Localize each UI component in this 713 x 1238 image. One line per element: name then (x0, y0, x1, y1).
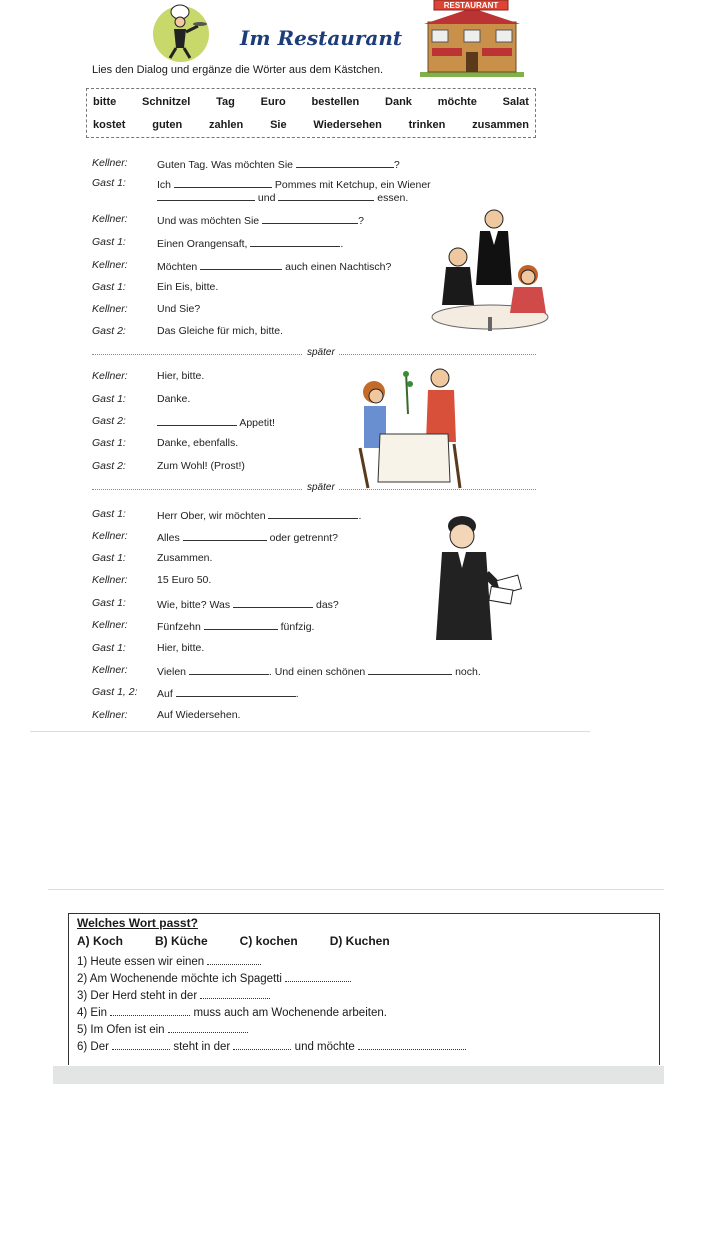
bottom-gray-bar (53, 1066, 664, 1084)
exercise-item: 6) Der steht in der und möchte (77, 1039, 466, 1053)
fill-blank[interactable] (189, 664, 269, 675)
fill-blank[interactable] (285, 971, 351, 982)
word-box-word: bitte (93, 96, 117, 108)
instruction: Lies den Dialog und ergänze die Wörter aus dem Kästchen. (92, 64, 384, 76)
dialog-speaker: Gast 2: (92, 415, 126, 427)
dialog-line: Herr Ober, wir möchten . (157, 510, 362, 522)
dialog-speaker: Kellner: (92, 530, 128, 542)
exercise-item: 3) Der Herd steht in der (77, 988, 270, 1002)
word-box-word: Dank (385, 96, 412, 108)
dialog-speaker: Gast 2: (92, 325, 126, 337)
word-box-word: Salat (502, 96, 529, 108)
dialog-speaker: Gast 1, 2: (92, 686, 138, 698)
restaurant-sign: RESTAURANT (443, 1, 499, 10)
dialog-speaker: Kellner: (92, 370, 128, 382)
dialog-speaker: Gast 1: (92, 393, 126, 405)
fill-blank[interactable] (174, 177, 272, 188)
word-box-word: Tag (216, 96, 235, 108)
dialog-speaker: Kellner: (92, 574, 128, 586)
dialog-speaker: Gast 1: (92, 597, 126, 609)
option-a: A) Koch (77, 934, 123, 948)
page-divider (48, 889, 664, 890)
dialog-speaker: Kellner: (92, 213, 128, 225)
dialog-line: Und Sie? (157, 303, 201, 315)
page-divider (30, 731, 590, 732)
waiter-serving-illustration (428, 205, 550, 333)
dialog-speaker: Kellner: (92, 303, 128, 315)
fill-blank[interactable] (250, 236, 340, 247)
dialog-line: Möchten auch einen Nachtisch? (157, 261, 392, 273)
word-box-word: Wiedersehen (313, 119, 382, 131)
dialog-line: Hier, bitte. (157, 642, 205, 654)
dialog-speaker: Kellner: (92, 259, 128, 271)
fill-blank[interactable] (183, 530, 267, 541)
dialog-line: Wie, bitte? Was das? (157, 599, 339, 611)
fill-blank[interactable] (168, 1022, 248, 1033)
word-box-word: bestellen (311, 96, 360, 108)
word-box-word: Schnitzel (142, 96, 191, 108)
exercise-options (77, 934, 390, 948)
fill-blank[interactable] (176, 686, 296, 697)
exercise-item: 2) Am Wochenende möchte ich Spagetti (77, 971, 351, 985)
word-box-word: Euro (260, 96, 286, 108)
dialog-line: Zusammen. (157, 552, 213, 564)
dialog-speaker: Kellner: (92, 157, 128, 169)
exercise-title: Welches Wort passt? (77, 916, 198, 930)
dialog-speaker: Kellner: (92, 664, 128, 676)
dialog-line: Vielen . Und einen schönen noch. (157, 666, 481, 678)
fill-blank[interactable] (296, 157, 394, 168)
exercise-item: 4) Ein muss auch am Wochenende arbeiten. (77, 1007, 387, 1019)
word-box-row-2 (87, 119, 535, 131)
fill-blank[interactable] (262, 213, 358, 224)
fill-blank[interactable] (207, 954, 261, 965)
fill-blank[interactable] (268, 508, 358, 519)
option-c: C) kochen (239, 934, 298, 948)
dialog-speaker: Gast 1: (92, 437, 126, 449)
dialog-line: Das Gleiche für mich, bitte. (157, 325, 284, 337)
word-box-word: trinken (408, 119, 446, 131)
fill-blank[interactable] (110, 1005, 190, 1016)
option-d: D) Kuchen (329, 934, 390, 948)
word-box-word: kostet (93, 119, 126, 131)
couple-dining-illustration (356, 364, 464, 490)
word-box (86, 88, 536, 138)
dialog-line: Appetit! (157, 415, 275, 429)
fill-blank[interactable] (278, 190, 374, 201)
dialog-line: Ein Eis, bitte. (157, 281, 219, 293)
dialog-line: Guten Tag. Was möchten Sie ? (157, 159, 400, 171)
dialog-line: Ich Pommes mit Ketchup, ein Wiener (157, 179, 431, 191)
fill-blank[interactable] (157, 190, 255, 201)
option-b: B) Küche (155, 934, 208, 948)
dialog-speaker: Gast 2: (92, 460, 126, 472)
dialog-line: Zum Wohl! (Prost!) (157, 460, 245, 472)
dialog-line: Alles oder getrennt? (157, 532, 338, 544)
dialog-line: Hier, bitte. (157, 370, 205, 382)
fill-blank[interactable] (200, 259, 282, 270)
dialog-speaker: Gast 1: (92, 508, 126, 520)
dialog-line: Fünfzehn fünfzig. (157, 621, 315, 633)
dialog-line: Danke. (157, 393, 191, 405)
exercise-item: 1) Heute essen wir einen (77, 954, 261, 968)
exercise-box (68, 913, 660, 1065)
dialog-line: Auf Wiedersehen. (157, 709, 241, 721)
word-box-word: Sie (270, 119, 287, 131)
dialog-speaker: Gast 1: (92, 236, 126, 248)
fill-blank[interactable] (233, 1039, 291, 1050)
word-box-row-1 (87, 96, 535, 108)
fill-blank[interactable] (233, 597, 313, 608)
spaeter-label: später (303, 347, 339, 358)
exercise-item: 5) Im Ofen ist ein (77, 1022, 248, 1036)
word-box-word: zusammen (472, 119, 529, 131)
fill-blank[interactable] (112, 1039, 170, 1050)
dialog-speaker: Gast 1: (92, 281, 126, 293)
dialog-line: Einen Orangensaft, . (157, 238, 344, 250)
word-box-word: guten (152, 119, 183, 131)
fill-blank[interactable] (358, 1039, 466, 1050)
chef-icon (150, 2, 212, 64)
page-title: Im Restaurant (240, 26, 403, 50)
word-box-word: möchte (437, 96, 477, 108)
dialog-line: 15 Euro 50. (157, 574, 212, 586)
fill-blank[interactable] (204, 619, 278, 630)
dialog-line: Danke, ebenfalls. (157, 437, 239, 449)
waiter-with-money-illustration (428, 510, 524, 644)
dialog-speaker: Gast 1: (92, 552, 126, 564)
dialog-speaker: Kellner: (92, 619, 128, 631)
word-box-word: zahlen (209, 119, 244, 131)
dialog-speaker: Kellner: (92, 709, 128, 721)
dialog-line: Und was möchten Sie ? (157, 215, 364, 227)
fill-blank[interactable] (200, 988, 270, 999)
dialog-speaker: Gast 1: (92, 177, 126, 189)
dialog-line: und essen. (157, 190, 408, 204)
dialog-speaker: Gast 1: (92, 642, 126, 654)
spaeter-label: später (303, 482, 339, 493)
restaurant-building-icon (416, 0, 528, 78)
dialog-line: Auf . (157, 688, 299, 700)
fill-blank[interactable] (157, 415, 237, 426)
fill-blank[interactable] (368, 664, 452, 675)
